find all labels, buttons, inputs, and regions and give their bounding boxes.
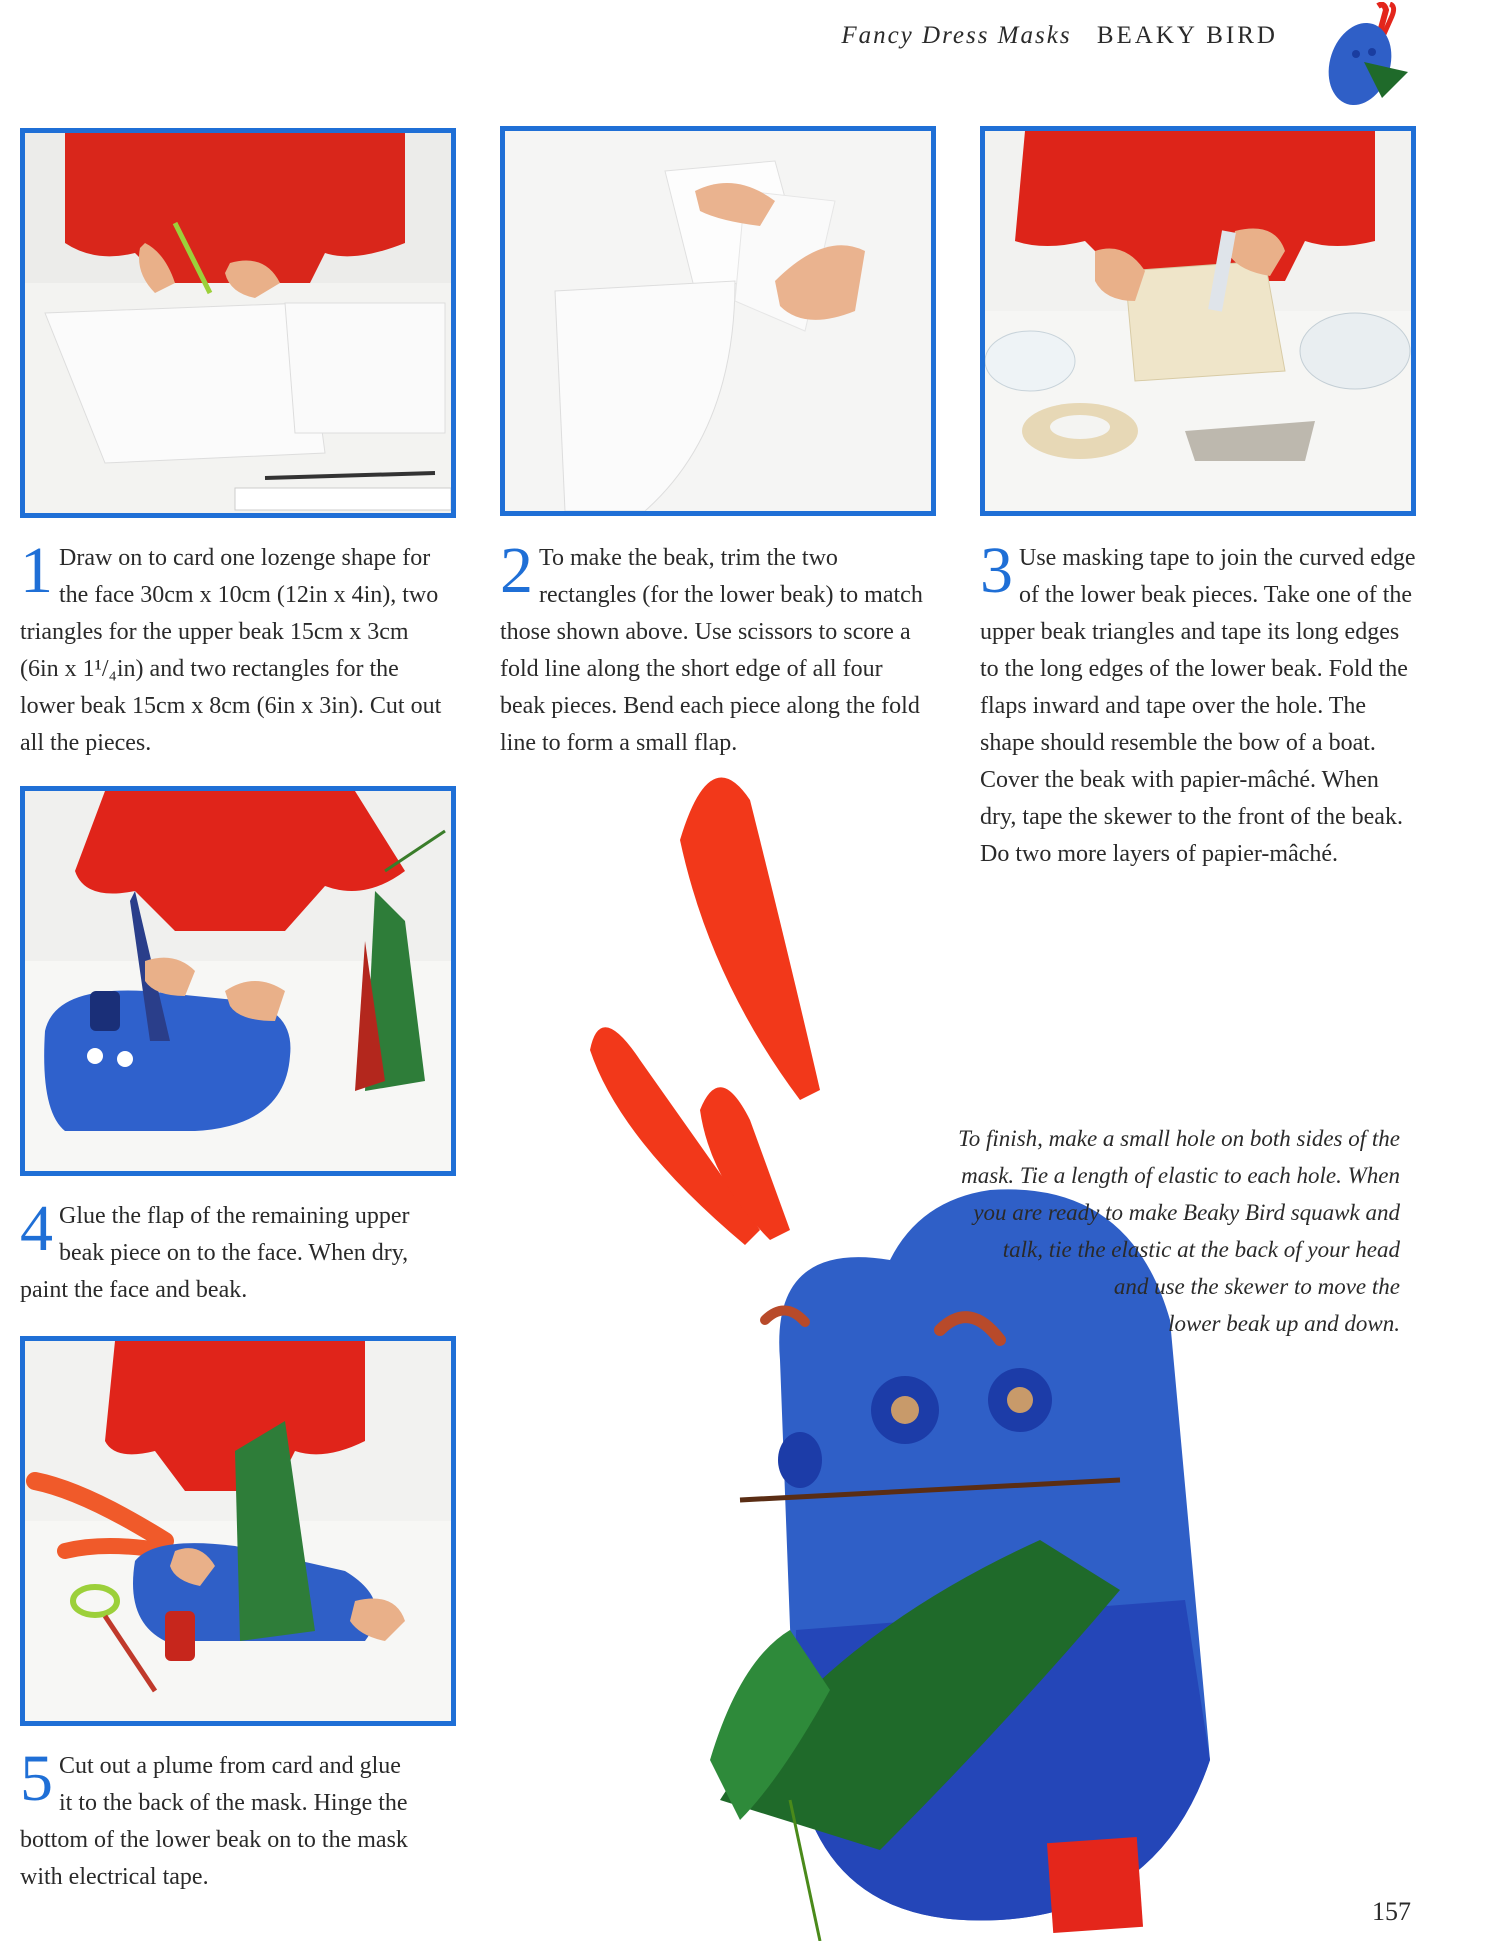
step-text: Cut out a plume from card and glue it to the back of the mask. Hinge the bottom of the lower beak on to the mask with electrical tape.: [20, 1753, 408, 1890]
step-2: [500, 534, 932, 762]
step-4-photo: [20, 786, 456, 1176]
step-number: 3: [980, 534, 1013, 607]
step-text: Use masking tape to join the curved edge of the lower beak pieces. Take one of the upper beak triangles and tape its long edges to the long edges of the lower beak. Fold the flaps inward and tape over the hole. The shape should resemble the bow of a boat. Cover the beak with papier-mâché. When dry, tape the skewer to the front of the beak. Do two more layers of papier-mâché.: [980, 545, 1416, 867]
page-number: 157: [1372, 1897, 1411, 1926]
step-5: [20, 1742, 420, 1896]
finished-mask-illustration: [560, 760, 1380, 1941]
caption-line: mask. Tie a length of elastic to each hole. When: [961, 1163, 1400, 1188]
paint-pot-icon: [90, 991, 120, 1031]
caption-line: lower beak up and down.: [1168, 1311, 1400, 1336]
step-number: 1: [20, 534, 53, 607]
step-text: To make the beak, trim the two rectangles (for the lower beak) to match those shown above. Use scissors to score a fold line along the short edge of all four beak pieces. Bend each piece along the fold line to form a small flap.: [500, 545, 923, 756]
caption-line: and use the skewer to move the: [1113, 1274, 1400, 1299]
step-number: 2: [500, 534, 533, 607]
finishing-caption: [880, 1120, 1400, 1342]
step-4: [20, 1192, 420, 1309]
step-text: Glue the flap of the remaining upper beak piece on to the face. When dry, paint the face and beak.: [20, 1203, 410, 1303]
ruler-icon: [235, 488, 451, 510]
step-3-photo: [980, 126, 1416, 516]
step-1-photo: [20, 128, 456, 518]
step-5-photo: [20, 1336, 456, 1726]
section-title: Fancy Dress Masks: [841, 22, 1072, 49]
step-text: Draw on to card one lozenge shape for the face 30cm x 10cm (12in x 4in), two triangles for the upper beak 15cm x 3cm (6in x 1¹/₄in) and two rectangles for the lower beak 15cm x 8cm (6in x 3in). Cut out all the pieces.: [20, 545, 442, 756]
step-number: 4: [20, 1192, 53, 1265]
step-number: 5: [20, 1742, 53, 1815]
beaky-bird-thumbnail-icon: [1320, 2, 1412, 112]
caption-line: you are ready to make Beaky Bird squawk and: [973, 1200, 1400, 1225]
caption-line: talk, tie the elastic at the back of your head: [1002, 1237, 1400, 1262]
running-header: [841, 22, 1278, 50]
page-title: BEAKY BIRD: [1096, 22, 1278, 49]
step-1: [20, 534, 452, 762]
step-2-photo: [500, 126, 936, 516]
caption-line: To finish, make a small hole on both sides of the: [958, 1126, 1400, 1151]
